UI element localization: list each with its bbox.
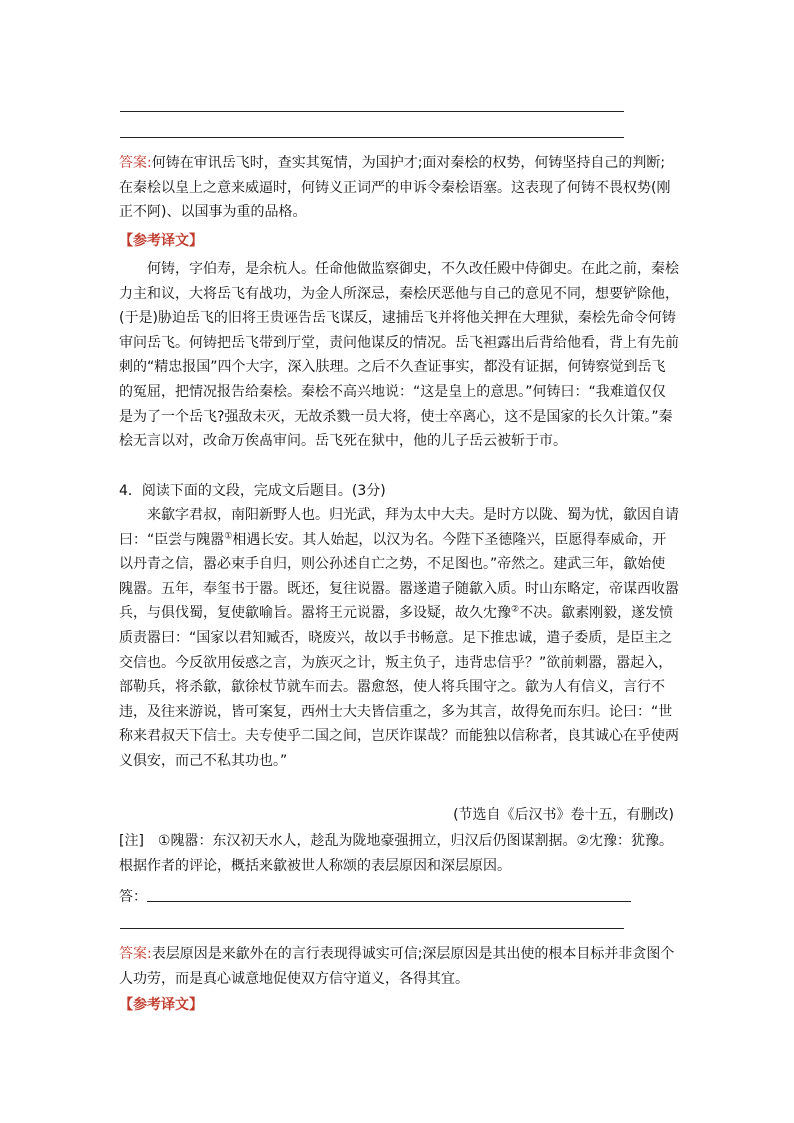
answer-paragraph xyxy=(119,151,679,225)
passage-text-2: 相遇长安。其人始起，以汉为名。今陛下圣德隆兴，臣愿得奉威命，开以丹青之信，嚣必束手自归，则公孙述自亡之势，不足图也。”帝然之。建武三年，歙始使隗嚣。五年，奉玺书于嚣。既还，复往说嚣。嚣遂遣子随歙入质。时山东略定，帝谋西收嚣兵，与俱伐蜀，复使歙喻旨。嚣将王元说嚣，多设疑，故久冘豫 xyxy=(119,531,679,622)
answer-label: 答案: xyxy=(119,946,152,962)
passage-text-3: 不决。歙素刚毅，遂发愤质责嚣曰：“国家以君知臧否，晓废兴，故以手书畅意。足下推忠诚，遣子委质，是臣主之交信也。今反欲用佞惑之言，为族灭之计，叛主负子，违背忠信乎？”欲前刺嚣，嚣起入，部勒兵，将杀歙，歙徐杖节就车而去。嚣愈怒，使人将兵围守之。歙为人有信义，言行不违，及往来游说，皆可案复，西州士大夫皆信重之，多为其言，故得免而东归。论曰：“世称来君叔天下信士。夫专使乎二国之间，岂厌诈谋哉？而能独以信称者，良其诚心在乎使两义俱安，而己不私其功也。” xyxy=(119,605,679,769)
answer-label: 答案: xyxy=(119,155,152,171)
note-marker-2: ② xyxy=(511,604,520,615)
translation-heading: 【参考译文】 xyxy=(119,233,203,249)
translation-heading: 【参考译文】 xyxy=(119,997,203,1013)
question-prompt: 4．阅读下面的文段，完成文后题目。(3分) xyxy=(119,483,386,499)
answer-text: 表层原因是来歙外在的言行表现得诚实可信;深层原因是其出使的根本目标并非贪图个人功劳，而是真心诚意地促使双方信守道义，各得其宜。 xyxy=(119,946,675,987)
classical-passage xyxy=(119,503,679,774)
answer-input-line[interactable] xyxy=(119,886,631,908)
answer-paragraph xyxy=(119,942,679,991)
answer-underline xyxy=(147,901,631,902)
passage-source: (节选自《后汉书》卷十五，有删改) xyxy=(453,807,674,823)
answer-blank-line xyxy=(120,111,624,112)
answer-prompt: 答： xyxy=(119,889,147,905)
translation-paragraph: 何铸，字伯寿，是余杭人。任命他做监察御史，不久改任殿中侍御史。在此之前，秦桧力主和议，大将岳飞有战功，为金人所深忌，秦桧厌恶他与自己的意见不同，想要铲除他，(于是)胁迫岳飞的旧将王贵诬告岳飞谋反，逮捕岳飞并将他关押在大理狱，秦桧先命令何铸审问岳飞。何铸把岳飞带到厅堂，责问他谋反的情况。岳飞袒露出后背给他看，背上有先前刺的“精忠报国”四个大字，深入肤理。之后不久查证事实，都没有证据，何铸察觉到岳飞的冤屈，把情况报告给秦桧。秦桧不高兴地说：“这是皇上的意思。”何铸曰：“我难道仅仅是为了一个岳飞?强敌未灭，无故杀戮一员大将，使士卒离心，这不是国家的长久计策。”秦桧无言以对，改命万俟卨审问。岳飞死在狱中，他的儿子岳云被斩于市。 xyxy=(119,261,679,450)
answer-blank-line xyxy=(120,928,624,929)
answer-text: 何铸在审讯岳飞时，查实其冤情，为国护才;面对秦桧的权势，何铸坚持自己的判断;在秦桧以皇上之意来威逼时，何铸义正词严的申诉令秦桧语塞。这表现了何铸不畏权势(刚正不阿)、以国事为重的品格。 xyxy=(119,155,671,221)
note-marker-1: ① xyxy=(224,530,233,541)
passage-text-1: 来歙字君叔，南阳新野人也。归光武，拜为太中大夫。是时方以陇、蜀为忧，歙因自请曰：“臣尝与隗嚣 xyxy=(119,507,679,548)
footnotes: [注] ①隗嚣：东汉初天水人，趁乱为陇地豪强拥立，归汉后仍图谋割据。②冘豫：犹豫。 xyxy=(119,833,674,849)
question-text: 根据作者的评论，概括来歙被世人称颂的表层原因和深层原因。 xyxy=(119,858,511,874)
answer-blank-line xyxy=(120,137,624,138)
